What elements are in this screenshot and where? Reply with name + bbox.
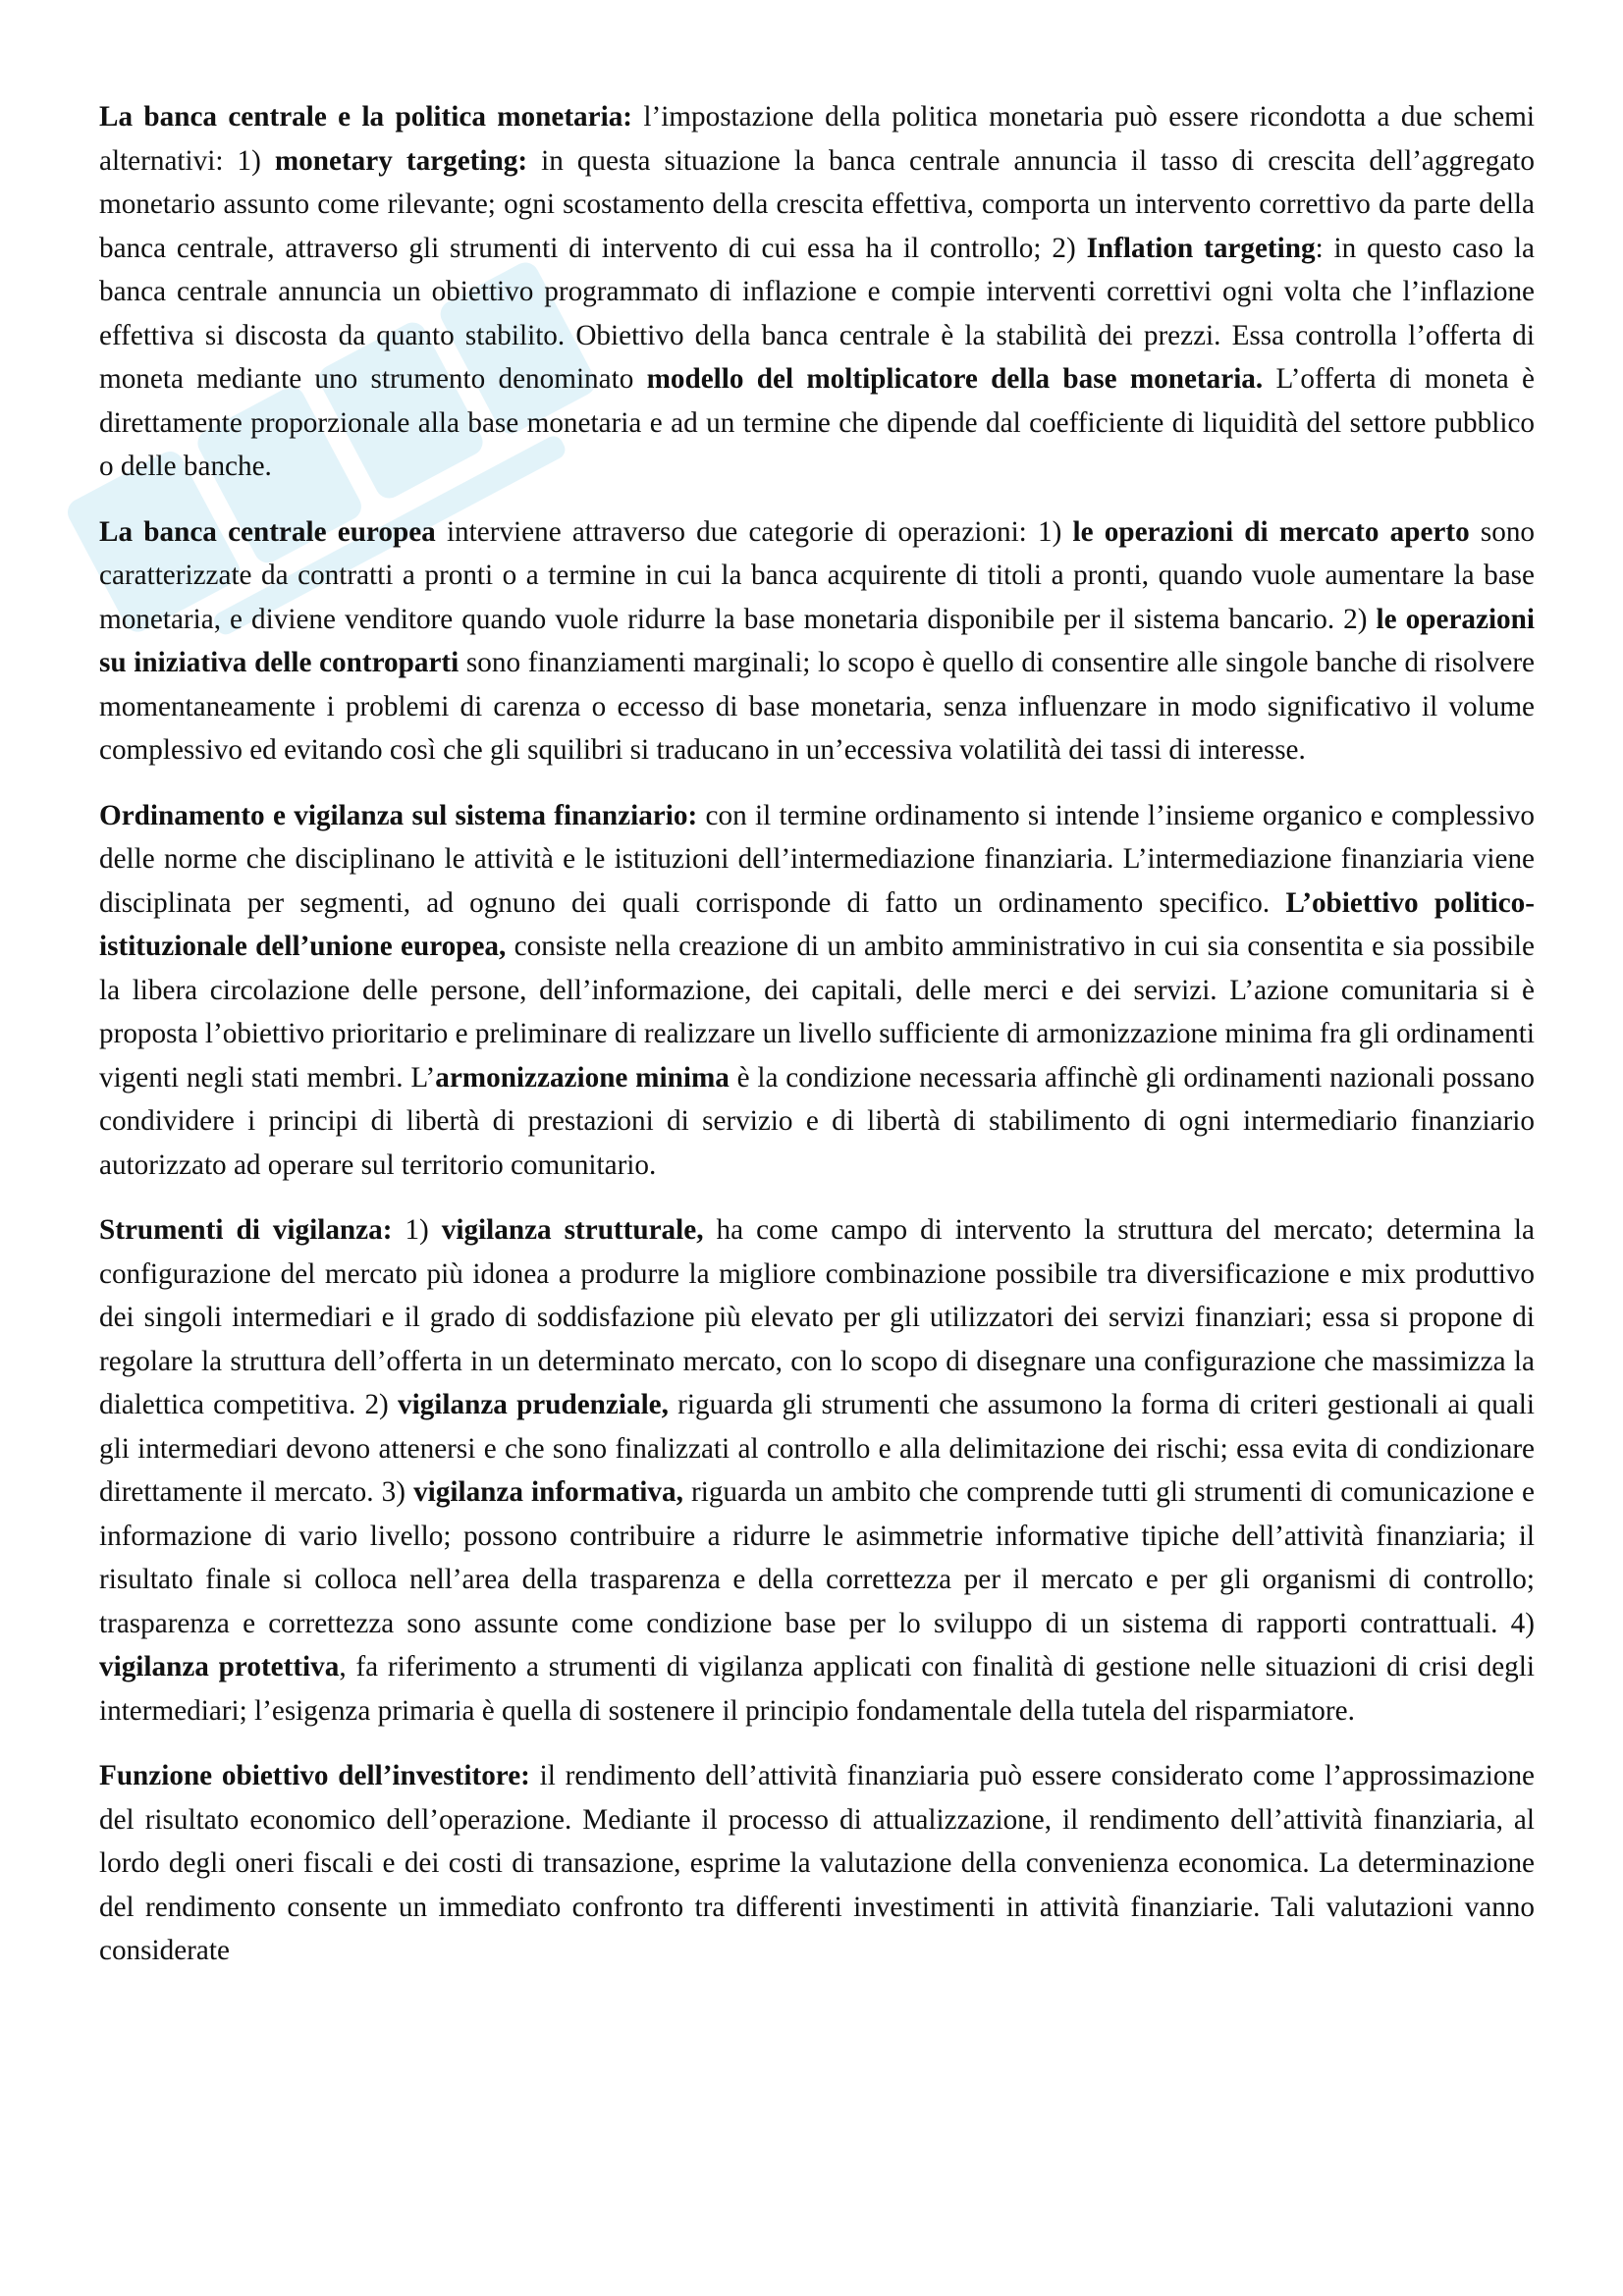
bold-term: Inflation targeting <box>1086 232 1316 264</box>
body-text: in questa situazione la banca centrale annuncia il tasso di crescita dell’aggregato monetario assunto come rilevante; ogni scostamento della crescita effettiva, comporta un intervento correttivo da parte della banca centrale, attraverso gli strumenti di intervento di cui essa ha il controllo; 2) <box>99 144 1535 264</box>
bold-term: Ordinamento e vigilanza sul sistema finanziario: <box>99 799 698 831</box>
paragraph-ordinamento <box>99 794 1535 1188</box>
body-text: consiste nella creazione di un ambito amministrativo in cui sia consentita e sia possibile la libera circolazione delle persone, dell’informazione, dei capitali, delle merci e dei servizi. L’azione comunitaria si è proposta l’obiettivo prioritario e preliminare di realizzare un livello sufficiente di armonizzazione minima fra gli ordinamenti vigenti negli stati membri. L’ <box>99 931 1535 1094</box>
body-text: L’offerta di moneta è direttamente proporzionale alla base monetaria e ad un termine che dipende dal coefficiente di liquidità del settore pubblico o delle banche. <box>99 363 1535 482</box>
body-text: ha come campo di intervento la struttura del mercato; determina la configurazione del mercato più idonea a produrre la migliore combinazione possibile tra diversificazione e mix produttivo dei singoli intermediari e il grado di soddisfazione più elevato per gli utilizzatori dei servizi finanziari; essa si propone di regolare la struttura dell’offerta in un determinato mercato, con lo scopo di disegnare una configurazione che massimizza la dialettica competitiva. 2) <box>99 1214 1535 1420</box>
body-text: riguarda gli strumenti che assumono la forma di criteri gestionali ai quali gli intermediari devono attenersi e che sono finalizzati al controllo e alla delimitazione dei rischi; essa evita di condizionare direttamente il mercato. 3) <box>99 1389 1536 1508</box>
body-text: sono finanziamenti marginali; lo scopo è quello di consentire alle singole banche di risolvere momentaneamente i problemi di carenza o eccesso di base monetaria, senza influenzare in modo significativo il volume complessivo ed evitando così che gli squilibri si traducano in un’eccessiva volatilità dei tassi di interesse. <box>99 647 1535 766</box>
paragraph-strumenti <box>99 1208 1535 1733</box>
body-text: interviene attraverso due categorie di operazioni: 1) <box>435 515 1073 548</box>
body-text: 1) <box>392 1214 442 1246</box>
body-text: il rendimento dell’attività finanziaria può essere considerato come l’approssimazione del risultato economico dell’operazione. Mediante il processo di attualizzazione, il rendimento dell’attività finanziaria, al lordo degli oneri fiscali e dei costi di transazione, esprime la valutazione della convenienza economica. La determinazione del rendimento consente un immediato confronto tra differenti investimenti in attività finanziarie. Tali valutazioni vanno considerate <box>99 1760 1535 1966</box>
bold-term: le operazioni di mercato aperto <box>1072 515 1470 548</box>
bold-term: vigilanza protettiva <box>99 1651 340 1682</box>
bold-term: L’obiettivo politico-istituzionale dell’unione europea, <box>99 886 1535 962</box>
paragraph-banca-centrale <box>99 95 1535 489</box>
body-text: l’impostazione della politica monetaria può essere ricondotta a due schemi alternativi: 1) <box>99 101 1535 177</box>
body-text: riguarda un ambito che comprende tutti gli strumenti di comunicazione e informazione di vario livello; possono contribuire a ridurre le asimmetrie informative tipiche dell’attività finanziaria; il risultato finale si colloca nell’area della trasparenza e della correttezza per il mercato e per gli organismi di controllo; trasparenza e correttezza sono assunte come condizione base per lo sviluppo di un sistema di rapporti contrattuali. 4) <box>99 1476 1535 1639</box>
document-page <box>99 95 1535 1995</box>
bold-term: vigilanza strutturale, <box>441 1214 704 1246</box>
body-text: è la condizione necessaria affinchè gli ordinamenti nazionali possano condividere i principi di libertà di prestazioni di servizio e di libertà di stabilimento di ogni intermediario finanziario autorizzato ad operare sul territorio comunitario. <box>99 1061 1535 1181</box>
body-text: sono caratterizzate da contratti a pronti o a termine in cui la banca acquirente di titoli a pronti, quando vuole aumentare la base monetaria, e diviene venditore quando vuole ridurre la base monetaria disponibile per il sistema bancario. 2) <box>99 515 1536 635</box>
paragraph-bce <box>99 510 1535 773</box>
bold-term: le operazioni su iniziativa delle controparti <box>99 603 1535 678</box>
bold-term: armonizzazione minima <box>435 1061 730 1094</box>
bold-term: vigilanza prudenziale, <box>397 1389 669 1420</box>
bold-term: La banca centrale europea <box>99 515 436 548</box>
bold-term: Strumenti di vigilanza: <box>99 1214 393 1246</box>
bold-term: modello del moltiplicatore della base monetaria. <box>646 363 1264 395</box>
body-text: con il termine ordinamento si intende l’insieme organico e complessivo delle norme che disciplinano le attività e le istituzioni dell’intermediazione finanziaria. L’intermediazione finanziaria viene disciplinata per segmenti, ad ognuno dei quali corrisponde di fatto un ordinamento specifico. <box>99 799 1535 919</box>
body-text: : in questo caso la banca centrale annuncia un obiettivo programmato di inflazione e compie interventi correttivi ogni volta che l’inflazione effettiva si discosta da quanto stabilito. Obiettivo della banca centrale è la stabilità dei prezzi. Essa controlla l’offerta di moneta mediante uno strumento denominato <box>99 232 1535 395</box>
paragraph-funzione-obiettivo <box>99 1754 1535 1973</box>
bold-term: La banca centrale e la politica monetaria: <box>99 101 633 133</box>
bold-term: Funzione obiettivo dell’investitore: <box>99 1760 530 1791</box>
bold-term: monetary targeting: <box>274 144 528 177</box>
bold-term: vigilanza informativa, <box>413 1476 683 1508</box>
body-text: , fa riferimento a strumenti di vigilanza applicati con finalità di gestione nelle situazioni di crisi degli intermediari; l’esigenza primaria è quella di sostenere il principio fondamentale della tutela del risparmiatore. <box>99 1651 1535 1727</box>
